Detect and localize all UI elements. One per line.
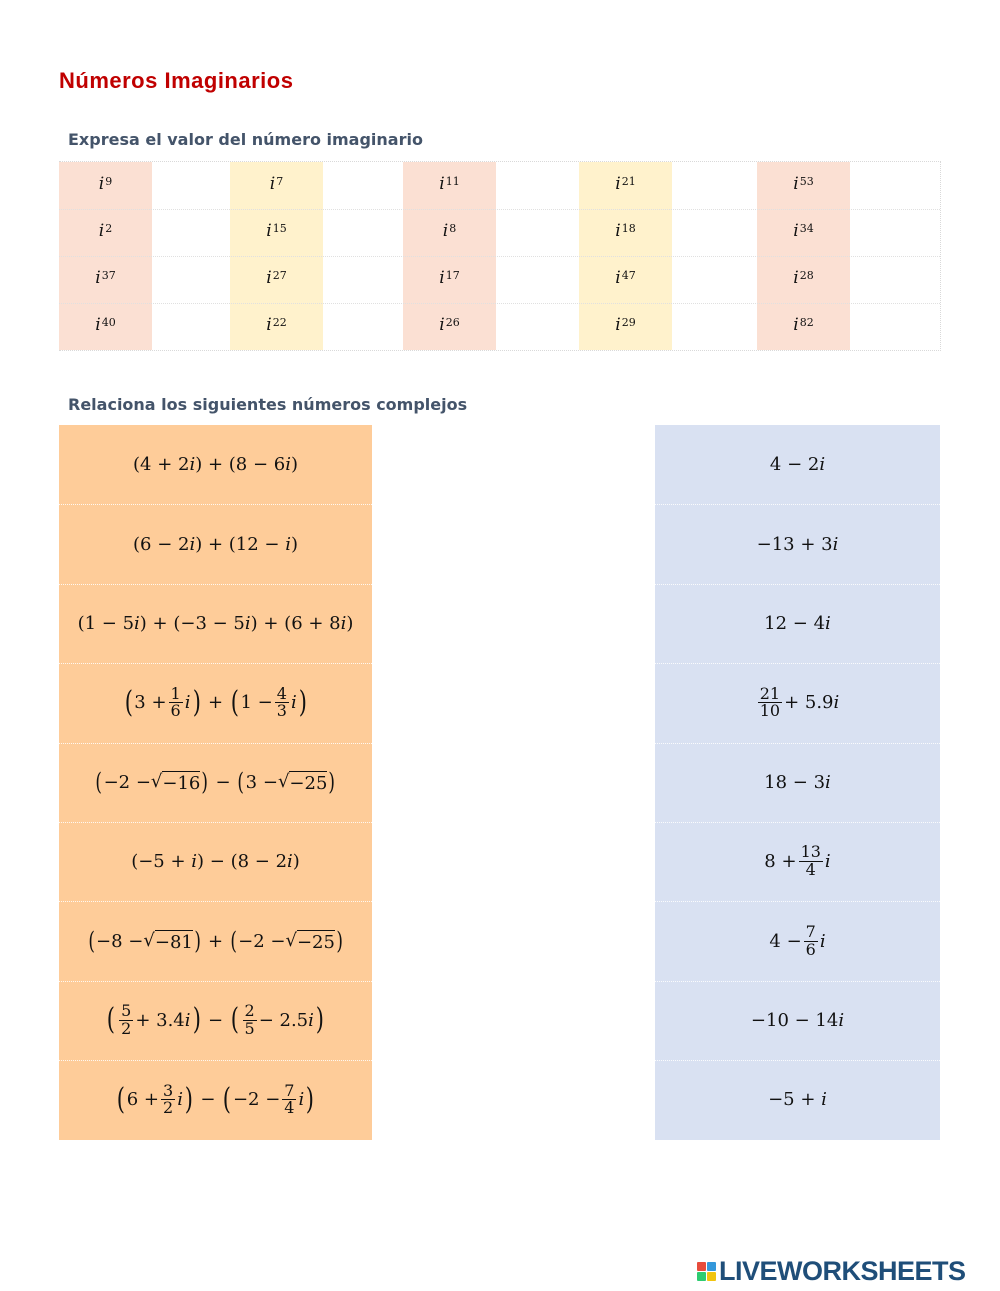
power-cell xyxy=(579,256,672,303)
power-cell xyxy=(230,162,323,209)
logo-text: LIVEWORKSHEETS xyxy=(719,1255,966,1286)
result-part: 𝑖 xyxy=(824,851,831,873)
fraction-numerator: 2 xyxy=(244,1001,255,1021)
expression-card[interactable] xyxy=(59,504,372,583)
power-base: i xyxy=(615,173,621,194)
result-card[interactable] xyxy=(655,981,940,1060)
power-cell xyxy=(230,303,323,350)
power-cell xyxy=(230,256,323,303)
expression-card[interactable] xyxy=(59,822,372,901)
power-base: i xyxy=(98,220,105,241)
power-exponent: 2 xyxy=(105,222,113,235)
result-text: 18 − 3𝑖 xyxy=(764,771,831,793)
expression-part: − 2.5𝑖 xyxy=(258,1009,314,1031)
power-base: i xyxy=(95,267,101,288)
power-cell xyxy=(403,162,496,209)
expression-part: 𝑖 xyxy=(290,692,297,714)
fraction-denominator: 2 xyxy=(163,1098,174,1118)
power-cell xyxy=(59,209,152,256)
operator: − xyxy=(200,1089,216,1111)
operator: − xyxy=(207,1009,224,1031)
logo-square xyxy=(707,1262,716,1271)
power-exponent: 37 xyxy=(101,269,116,282)
fraction-numerator: 21 xyxy=(759,683,781,703)
radicand: −16 xyxy=(162,772,201,794)
power-cell xyxy=(579,162,672,209)
result-card[interactable] xyxy=(655,663,940,742)
result-part: + 5.9𝑖 xyxy=(784,692,840,714)
section-heading-match: Relaciona los siguientes números complejos xyxy=(68,395,468,414)
power-base: i xyxy=(615,314,621,335)
result-text: −5 + 𝑖 xyxy=(768,1089,827,1111)
power-exponent: 47 xyxy=(621,269,636,282)
result-card[interactable] xyxy=(655,584,940,663)
expression-text: (1 − 5𝑖) + (−3 − 5𝑖) + (6 + 8𝑖) xyxy=(77,612,354,634)
fraction-numerator: 5 xyxy=(121,1001,132,1021)
power-base: i xyxy=(793,314,799,335)
power-cell xyxy=(403,303,496,350)
radicand: −25 xyxy=(296,931,335,953)
power-cell xyxy=(230,209,323,256)
power-base: i xyxy=(439,173,445,194)
fraction-denominator: 4 xyxy=(284,1098,295,1118)
power-exponent: 29 xyxy=(621,316,636,329)
power-base: i xyxy=(793,220,799,241)
fraction-numerator: 1 xyxy=(170,683,181,703)
expression-part: 3 + xyxy=(134,692,167,714)
result-card[interactable] xyxy=(655,425,940,504)
expression-part: 𝑖 xyxy=(298,1089,305,1111)
power-exponent: 34 xyxy=(799,222,814,235)
result-text: 12 − 4𝑖 xyxy=(764,612,831,634)
fraction-denominator: 6 xyxy=(170,701,181,721)
power-exponent: 15 xyxy=(272,222,287,235)
result-card[interactable] xyxy=(655,901,940,980)
result-part: 8 + xyxy=(764,851,797,873)
power-exponent: 28 xyxy=(799,269,814,282)
power-exponent: 21 xyxy=(621,175,636,188)
power-base: i xyxy=(98,173,105,194)
power-base: i xyxy=(266,314,272,335)
expression-part: −2 − xyxy=(238,930,286,952)
power-exponent: 18 xyxy=(621,222,636,235)
expression-text: (4 + 2𝑖) + (8 − 6𝑖) xyxy=(133,454,298,476)
expression-text: (−5 + 𝑖) − (8 − 2𝑖) xyxy=(131,851,300,873)
result-text: 4 − 2𝑖 xyxy=(769,454,826,476)
power-cell xyxy=(579,209,672,256)
power-cell xyxy=(403,256,496,303)
power-base: i xyxy=(793,173,799,194)
power-cell xyxy=(757,209,850,256)
power-base: i xyxy=(615,220,621,241)
power-exponent: 22 xyxy=(272,316,287,329)
result-text: −13 + 3𝑖 xyxy=(756,533,839,555)
expression-card[interactable]: ( $\frac{5}{2}$ + 3.4𝑖 ) − ( $\frac{2}{5}$ − 2.5𝑖 ) xyxy=(107,1001,324,1038)
expression-part: 𝑖 xyxy=(177,1089,183,1111)
fraction-numerator: 3 xyxy=(163,1080,174,1100)
result-card[interactable] xyxy=(655,822,940,901)
fraction-numerator: 7 xyxy=(805,921,816,941)
power-exponent: 82 xyxy=(799,316,814,329)
power-cell xyxy=(59,256,152,303)
liveworksheets-logo xyxy=(697,1257,966,1285)
fraction-denominator: 5 xyxy=(244,1018,255,1038)
power-base: i xyxy=(266,267,272,288)
power-base: i xyxy=(793,267,799,288)
power-exponent: 17 xyxy=(445,269,460,282)
fraction-denominator: 10 xyxy=(759,701,781,721)
section-heading-powers: Expresa el valor del número imaginario xyxy=(68,130,423,149)
result-card[interactable] xyxy=(655,1060,940,1139)
power-exponent: 8 xyxy=(449,222,457,235)
expression-part: −2 − xyxy=(232,1089,281,1111)
logo-square xyxy=(707,1272,716,1281)
radicand: −81 xyxy=(154,931,193,953)
power-base: i xyxy=(439,267,445,288)
fraction-denominator: 2 xyxy=(121,1018,132,1038)
power-cell xyxy=(403,209,496,256)
power-cell xyxy=(59,303,152,350)
power-base: i xyxy=(439,314,445,335)
power-cell xyxy=(757,162,850,209)
power-exponent: 7 xyxy=(276,175,284,188)
expression-part: 6 + xyxy=(126,1089,159,1111)
power-exponent: 27 xyxy=(272,269,287,282)
logo-icon xyxy=(697,1262,716,1281)
fraction-denominator: 6 xyxy=(805,939,816,959)
power-exponent: 9 xyxy=(105,175,113,188)
power-cell xyxy=(757,256,850,303)
operator: + xyxy=(202,930,229,952)
power-exponent: 26 xyxy=(445,316,460,329)
fraction-numerator: 4 xyxy=(276,683,287,703)
expression-part: 𝑖 xyxy=(184,692,191,714)
power-base: i xyxy=(442,220,449,241)
expression-card[interactable] xyxy=(59,425,372,504)
power-exponent: 11 xyxy=(445,175,460,188)
operator: − xyxy=(209,771,237,793)
fraction-numerator: 13 xyxy=(800,842,821,862)
power-base: i xyxy=(269,173,276,194)
expression-card[interactable] xyxy=(59,584,372,663)
expression-card[interactable]: ( −8 − √ −81 ) + ( −2 − √ −25 ) xyxy=(88,927,343,956)
result-part: 𝑖 xyxy=(819,930,826,952)
power-cell xyxy=(59,162,152,209)
logo-square xyxy=(697,1262,706,1271)
results-column xyxy=(655,425,940,1140)
result-text: −10 − 14𝑖 xyxy=(750,1009,845,1031)
power-exponent: 40 xyxy=(101,316,116,329)
power-base: i xyxy=(95,314,101,335)
expression-part: 3 − xyxy=(245,771,278,793)
expression-part: −8 − xyxy=(96,930,144,952)
fraction-denominator: 4 xyxy=(805,860,816,880)
expression-card[interactable]: ( 6 + $\frac{3}{2}$ 𝑖 ) − ( −2 − $\frac{7}{4}$ 𝑖 ) xyxy=(116,1080,315,1118)
operator: + xyxy=(207,692,224,714)
expressions-column xyxy=(59,425,372,1140)
power-base: i xyxy=(615,267,621,288)
fraction-denominator: 3 xyxy=(276,701,287,721)
expression-part: −2 − xyxy=(103,771,151,793)
power-exponent: 53 xyxy=(799,175,814,188)
power-cell xyxy=(579,303,672,350)
expression-card[interactable]: ( 3 + $\frac{1}{6}$ 𝑖 ) + ( 1 − $\frac{4}{3}$ 𝑖 ) xyxy=(124,683,307,721)
power-cell xyxy=(757,303,850,350)
expression-part: 1 − xyxy=(240,692,273,714)
fraction-numerator: 7 xyxy=(284,1080,295,1100)
logo-square xyxy=(697,1272,706,1281)
result-part: 4 − xyxy=(769,930,802,952)
expression-part: + 3.4𝑖 xyxy=(135,1009,191,1031)
page-title: Números Imaginarios xyxy=(59,68,294,93)
powers-table xyxy=(59,161,941,351)
power-base: i xyxy=(266,220,272,241)
result-card[interactable] xyxy=(655,743,940,822)
result-card[interactable] xyxy=(655,504,940,583)
radicand: −25 xyxy=(289,772,328,794)
expression-card[interactable]: ( −2 − √ −16 ) − ( 3 − √ −25 ) xyxy=(95,768,336,797)
expression-text: (6 − 2𝑖) + (12 − 𝑖) xyxy=(133,533,298,555)
